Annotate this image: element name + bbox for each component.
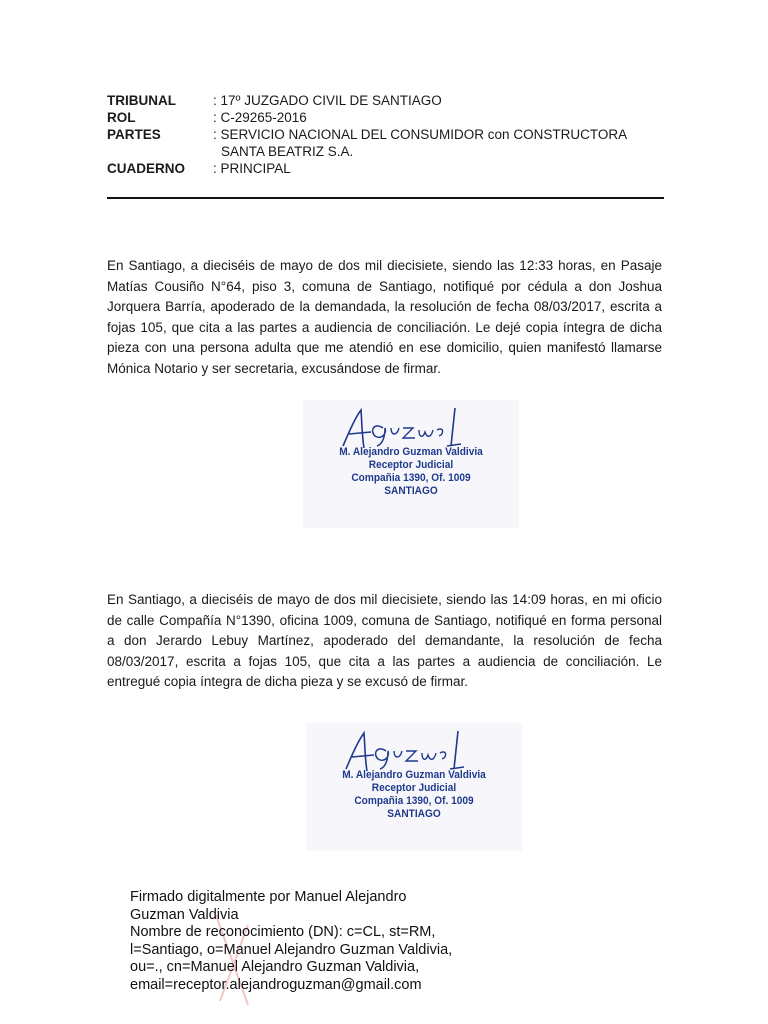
header-row-tribunal: [107, 92, 667, 109]
tribunal-label: TRIBUNAL: [107, 93, 176, 108]
stamp1-title: Receptor Judicial: [368, 459, 454, 471]
tribunal-value: : 17º JUZGADO CIVIL DE SANTIAGO: [213, 93, 442, 108]
digital-signature-line-1: Firmado digitalmente por Manuel Alejandro: [130, 889, 407, 905]
stamp2-title: Receptor Judicial: [371, 782, 457, 794]
header-row-cuaderno: [107, 160, 667, 177]
digital-signature-line-2: Guzman Valdivia: [130, 906, 239, 923]
handwritten-signature-icon: [334, 729, 474, 773]
partes-label: PARTES: [107, 127, 161, 142]
receptor-stamp-2: [306, 723, 522, 851]
case-header: [107, 92, 667, 177]
stamp2-name: M. Alejandro Guzman Valdivia: [342, 769, 486, 781]
stamp2-city: SANTIAGO: [387, 808, 441, 820]
handwritten-signature-icon: [331, 406, 471, 450]
stamp1-city: SANTIAGO: [384, 485, 438, 497]
partes-value: [213, 126, 667, 160]
partes-value-line2: SANTA BEATRIZ S.A.: [221, 144, 354, 159]
stamp1-address: Compañia 1390, Of. 1009: [351, 472, 471, 484]
digital-signature-line-5: ou=., cn=Manuel Alejandro Guzman Valdivia,: [130, 959, 420, 975]
rol-value: : C-29265-2016: [213, 110, 307, 125]
rol-label: ROL: [107, 110, 136, 125]
cuaderno-label: CUADERNO: [107, 161, 186, 176]
digital-signature-line-3: Nombre de reconocimiento (DN): c=CL, st=RM,: [130, 924, 436, 940]
digital-signature-line-4: l=Santiago, o=Manuel Alejandro Guzman Valdivia,: [130, 941, 453, 958]
digital-signature-block: [130, 889, 460, 994]
receptor-stamp-1: [303, 400, 519, 528]
notification-paragraph-2: En Santiago, a dieciséis de mayo de dos mil diecisiete, siendo las 14:09 horas, en mi oficio de calle Compañía N°1390, oficina 1009, comuna de Santiago, notifiqué en forma personal a don Jerardo Lebuy Martínez, apoderado del demandante, la resolución de fecha 08/03/2017, escrita a fojas 105, que cita a las partes a audiencia de conciliación. Le entregué copia íntegra de dicha pieza y se excusó de firmar.: [107, 592, 662, 689]
partes-value-line1: : SERVICIO NACIONAL DEL CONSUMIDOR con CONSTRUCTORA: [213, 127, 628, 142]
cuaderno-value: : PRINCIPAL: [213, 161, 291, 176]
header-divider: [107, 197, 664, 199]
header-row-partes: [107, 126, 667, 160]
header-row-rol: [107, 109, 667, 126]
stamp2-address: Compañia 1390, Of. 1009: [354, 795, 474, 807]
stamp1-name: M. Alejandro Guzman Valdivia: [339, 446, 483, 458]
digital-signature-line-6: email=receptor.alejandroguzman@gmail.com: [130, 976, 422, 993]
notification-paragraph-1: En Santiago, a dieciséis de mayo de dos mil diecisiete, siendo las 12:33 horas, en Pasaje Matías Cousiño N°64, piso 3, comuna de Santiago, notifiqué por cédula a don Joshua Jorquera Barría, apoderado de la demandada, la resolución de fecha 08/03/2017, escrita a fojas 105, que cita a las partes a audiencia de conciliación. Le dejé copia íntegra de dicha pieza con una persona adulta que me atendió en ese domicilio, quien manifestó llamarse Mónica Notario y ser secretaria, excusándose de firmar.: [107, 258, 662, 376]
